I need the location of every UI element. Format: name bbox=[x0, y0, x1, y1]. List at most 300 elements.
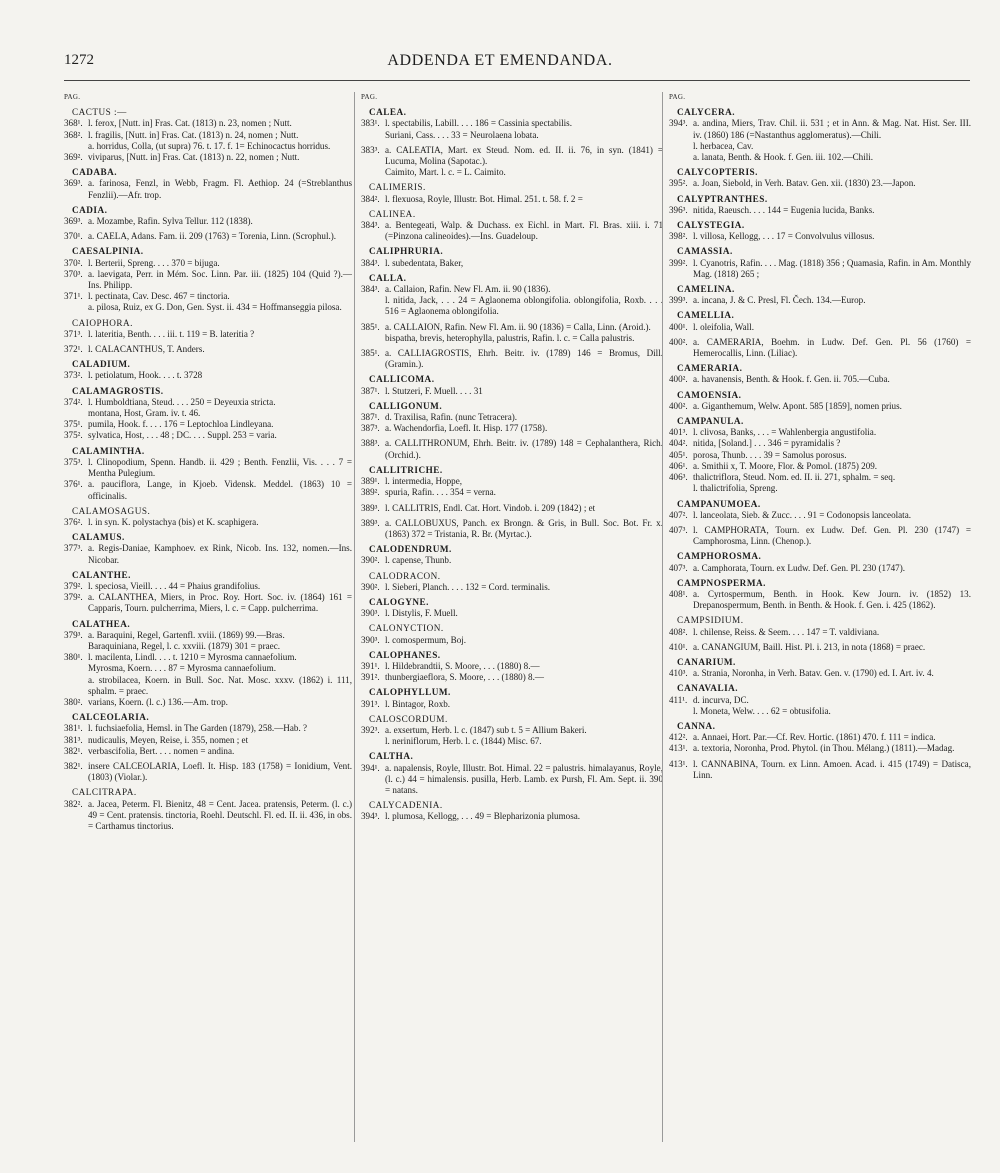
entry-text: a. horridus, Colla, (ut supra) 76. t. 17. f. 1= Echinocactus horridus. bbox=[88, 140, 331, 151]
entry-text: l. lanceolata, Sieb. & Zucc. . . . 91 = Codonopsis lanceolata. bbox=[693, 509, 912, 520]
entry-text: a. farinosa, Fenzl, in Webb, Fragm. Fl. Aethiop. 24 (=Streblanthus Fenzlii).—Afr. trop. bbox=[88, 178, 352, 200]
entry-text: a. havanensis, Benth. & Hook. f. Gen. ii. 705.—Cuba. bbox=[693, 374, 890, 385]
entry-text: a. CALANTHEA, Miers, in Proc. Roy. Hort. Soc. iv. (1864) 161 = Capparis, Tourn. pulcherrima, Miers, l. c. = Capp. pulcherrima. bbox=[88, 592, 352, 614]
entry-text: Caimito, Mart. l. c. = L. Caimito. bbox=[385, 167, 506, 178]
entry-text: a. CALLITHRONUM, Ehrh. Beitr. iv. (1789) 148 = Cephalanthera, Rich. (Orchid.). bbox=[385, 438, 663, 460]
entry-text: l. Cyanotris, Rafin. . . . Mag. (1818) 356 ; Quamasia, Rafin. in Am. Monthly Mag. (1818) 265 ; bbox=[693, 257, 971, 279]
page-reference: 369³. bbox=[64, 216, 83, 227]
genus-heading: CALLICOMA. bbox=[369, 374, 435, 385]
genus-heading: CALONYCTION. bbox=[369, 623, 444, 634]
genus-heading: CALYSTEGIA. bbox=[677, 220, 745, 231]
genus-heading: CALAMOSAGUS. bbox=[72, 505, 151, 516]
page-reference bbox=[64, 663, 86, 674]
index-entry bbox=[361, 811, 663, 822]
index-entry bbox=[669, 450, 971, 461]
page-reference bbox=[64, 675, 86, 697]
entry-text: a. Giganthemum, Welw. Apont. 585 [1859], nomen prius. bbox=[693, 400, 902, 411]
entry-text: bispatha, brevis, heterophylla, palustris, Rafin. l. c. = Calla palustris. bbox=[385, 332, 635, 343]
index-entry bbox=[669, 118, 971, 140]
page-reference: 368². bbox=[64, 129, 83, 140]
entry-text: l. clivosa, Banks, . . . = Wahlenbergia angustifolia. bbox=[693, 427, 877, 438]
entry-text: l. flexuosa, Royle, Illustr. Bot. Himal. 251. t. 58. f. 2 = bbox=[385, 193, 583, 204]
page-reference: 381³. bbox=[64, 734, 83, 745]
entry-text: l. petiolatum, Hook. . . . t. 3728 bbox=[88, 370, 203, 381]
index-entry bbox=[669, 205, 971, 216]
entry-text: l. herbacea, Cav. bbox=[693, 140, 754, 151]
entry-text: a. Joan, Siebold, in Verh. Batav. Gen. xii. (1830) 23.—Japon. bbox=[693, 178, 916, 189]
entry-text: l. Stutzeri, F. Muell. . . . 31 bbox=[385, 385, 483, 396]
page-reference: 399³. bbox=[669, 295, 688, 306]
index-entry bbox=[361, 145, 663, 167]
pag-label: PAG. bbox=[64, 93, 81, 101]
genus-heading: CALTHA. bbox=[369, 751, 414, 762]
entry-text: varians, Koern. (l. c.) 136.—Am. trop. bbox=[88, 696, 228, 707]
entry-text: a. incana, J. & C. Presl, Fl. Čech. 134.—Europ. bbox=[693, 295, 866, 306]
entry-text: a. Mozambe, Rafin. Sylva Tellur. 112 (1838). bbox=[88, 216, 253, 227]
entry-text: sylvatica, Host, . . . 48 ; DC. . . . Suppl. 253 = varia. bbox=[88, 430, 277, 441]
page-reference: 394¹. bbox=[361, 762, 380, 773]
genus-heading: CALLITRICHE. bbox=[369, 464, 443, 475]
index-entry bbox=[64, 697, 352, 708]
index-entry bbox=[64, 457, 352, 479]
page-reference bbox=[64, 641, 86, 652]
page-reference bbox=[361, 167, 383, 178]
genus-heading: CAMOENSIA. bbox=[677, 389, 742, 400]
page-reference: 400¹. bbox=[669, 321, 688, 332]
entry-text: a. Camphorata, Tourn. ex Ludw. Def. Gen. Pl. 230 (1747). bbox=[693, 562, 906, 573]
page-header bbox=[0, 52, 1000, 76]
entry-text: a. Smithii x, T. Moore, Flor. & Pomol. (1875) 209. bbox=[693, 460, 878, 471]
page-reference: 370². bbox=[64, 257, 83, 268]
index-entry bbox=[669, 401, 971, 412]
entry-text: insere CALCEOLARIA, Loefl. It. Hisp. 183 (1758) = Ionidium, Vent. (1803) (Violar.). bbox=[88, 760, 352, 783]
genus-heading: CALLIGONUM. bbox=[369, 400, 443, 411]
genus-heading: CALIPHRURIA. bbox=[369, 246, 444, 257]
page-number: 1272 bbox=[64, 52, 94, 68]
entry-text: l. oleifolia, Wall. bbox=[693, 321, 754, 332]
genus-heading: CAMPANULA. bbox=[677, 416, 744, 427]
index-entry bbox=[64, 329, 352, 340]
index-entry bbox=[64, 258, 352, 269]
pag-label: PAG. bbox=[361, 93, 378, 101]
page-reference bbox=[361, 333, 383, 344]
index-entry bbox=[361, 220, 663, 242]
genus-heading: CANAVALIA. bbox=[677, 683, 739, 694]
entry-text: l. ferox, [Nutt. in] Fras. Cat. (1813) n. 23, nomen ; Nutt. bbox=[88, 118, 292, 129]
page-reference: 387³. bbox=[361, 423, 380, 434]
index-entry bbox=[64, 216, 352, 227]
entry-text: verbascifolia, Bert. . . . nomen = andina. bbox=[88, 745, 235, 756]
page-reference: 391³. bbox=[361, 698, 380, 709]
index-entry bbox=[361, 699, 663, 710]
entry-text: l. nitida, Jack, . . . 24 = Aglaonema oblongifolia. oblongifolia, Roxb. . . . 516 = Aglaonema oblongifolia. bbox=[385, 295, 663, 317]
entry-text: l. CAMPHORATA, Tourn. ex Ludw. Def. Gen. Pl. 230 (1747) = Camphorosma, Linn. (Chenop.). bbox=[693, 524, 971, 547]
index-entry bbox=[361, 284, 663, 295]
index-entry bbox=[64, 419, 352, 430]
index-entry bbox=[669, 258, 971, 280]
page-reference: 408¹. bbox=[669, 588, 688, 599]
page-reference: 405¹. bbox=[669, 449, 688, 460]
index-entry bbox=[669, 525, 971, 547]
index-entry bbox=[361, 487, 663, 498]
genus-heading: CALOPHANES. bbox=[369, 649, 441, 660]
entry-text: a. Wachendorfia, Loefl. It. Hisp. 177 (1758). bbox=[385, 423, 548, 434]
page-reference: 412². bbox=[669, 732, 688, 743]
entry-text: l. Hildebrandtii, S. Moore, . . . (1880) 8.— bbox=[385, 660, 540, 671]
entry-text: l. Bintagor, Roxb. bbox=[385, 698, 451, 709]
entry-text: montana, Host, Gram. iv. t. 46. bbox=[88, 408, 201, 419]
index-entry bbox=[64, 675, 352, 697]
index-entry bbox=[669, 759, 971, 781]
page-reference: 390³. bbox=[361, 608, 380, 619]
page-reference: 389³. bbox=[361, 517, 380, 528]
genus-heading: CALOSCORDUM. bbox=[369, 713, 448, 724]
index-entry bbox=[361, 661, 663, 672]
entry-text: l. Sieberi, Planch. . . . 132 = Cord. terminalis. bbox=[385, 581, 551, 592]
genus-heading: CALODRACON. bbox=[369, 570, 441, 581]
entry-text: a. strobilacea, Koern. in Bull. Soc. Nat. Mosc. xxxv. (1862) i. 111, sphalm. = praec. bbox=[88, 674, 352, 696]
index-entry bbox=[361, 582, 663, 593]
entry-text: l. plumosa, Kellogg, . . . 49 = Blepharizonia plumosa. bbox=[385, 811, 581, 822]
entry-text: a. Bentegeati, Walp. & Duchass. ex Eichl. in Mart. Fl. Bras. xiii. i. 71 (=Pinzona calineoides).—Ins. Guadeloup. bbox=[385, 220, 663, 242]
index-entry bbox=[64, 723, 352, 734]
page-title: ADDENDA ET EMENDANDA. bbox=[387, 52, 613, 69]
page-reference: 404². bbox=[669, 438, 688, 449]
genus-heading: CALOGYNE. bbox=[369, 596, 429, 607]
index-entry bbox=[669, 695, 971, 706]
entry-text: l. speciosa, Vieill. . . . 44 = Phaius grandifolius. bbox=[88, 580, 261, 591]
index-entry bbox=[64, 344, 352, 355]
index-entry bbox=[64, 302, 352, 313]
entry-text: l. fuchsiaefolia, Hemsl. in The Garden (1879), 258.—Hab. ? bbox=[88, 723, 308, 734]
entry-text: l. Berterii, Spreng. . . . 370 = bijuga. bbox=[88, 257, 220, 268]
genus-heading: CALINEA. bbox=[369, 208, 416, 219]
entry-text: l. Humboldtiana, Steud. . . . 250 = Deyeuxia stricta. bbox=[88, 396, 276, 407]
index-entry bbox=[669, 472, 971, 483]
entry-text: nudicaulis, Meyen, Reise, i. 355, nomen ; et bbox=[88, 734, 249, 745]
entry-text: l. CALLITRIS, Endl. Cat. Hort. Vindob. i. 209 (1842) ; et bbox=[385, 502, 596, 513]
index-entry bbox=[669, 295, 971, 306]
page-reference: 394³. bbox=[669, 118, 688, 129]
entry-text: l. intermedia, Hoppe, bbox=[385, 476, 463, 487]
pag-label: PAG. bbox=[669, 93, 686, 101]
genus-heading: CANNA. bbox=[677, 720, 716, 731]
index-entry bbox=[361, 476, 663, 487]
page-reference: 410³. bbox=[669, 668, 688, 679]
page-reference: 399². bbox=[669, 257, 688, 268]
page-reference bbox=[361, 295, 383, 317]
page-reference: 383¹. bbox=[361, 118, 380, 129]
index-entry bbox=[669, 589, 971, 611]
genus-heading: CALAMINTHA. bbox=[72, 445, 145, 456]
entry-text: l. Moneta, Welw. . . . 62 = obtusifolia. bbox=[693, 705, 831, 716]
page-reference: 395². bbox=[669, 178, 688, 189]
genus-heading: CALODENDRUM. bbox=[369, 544, 452, 555]
entry-text: d. incurva, DC. bbox=[693, 694, 749, 705]
genus-heading: CAMELINA. bbox=[677, 284, 735, 295]
entry-text: l. macilenta, Lindl. . . . t. 1210 = Myrosma cannaefolium. bbox=[88, 652, 297, 663]
index-entry bbox=[64, 269, 352, 291]
column-2 bbox=[354, 92, 663, 1142]
index-entry bbox=[669, 706, 971, 717]
index-entry bbox=[64, 641, 352, 652]
page-reference bbox=[361, 130, 383, 141]
genus-heading: CALYCERA. bbox=[677, 107, 736, 118]
page-reference: 379³. bbox=[64, 629, 83, 640]
index-entry bbox=[669, 483, 971, 494]
page-reference: 385¹. bbox=[361, 321, 380, 332]
page-reference: 389². bbox=[361, 487, 380, 498]
entry-text: a. lanata, Benth. & Hook. f. Gen. iii. 102.—Chili. bbox=[693, 152, 874, 163]
genus-heading: CAMPANUMOEA. bbox=[677, 498, 761, 509]
entry-text: porosa, Thunb. . . . 39 = Samolus porosus. bbox=[693, 449, 847, 460]
page-reference: 407³. bbox=[669, 524, 688, 535]
index-entry bbox=[361, 333, 663, 344]
genus-heading: CALOPHYLLUM. bbox=[369, 687, 451, 698]
index-entry bbox=[361, 412, 663, 423]
genus-heading: CALIMERIS. bbox=[369, 182, 426, 193]
entry-text: Myrosma, Koern. . . . 87 = Myrosma cannaefolium. bbox=[88, 663, 276, 674]
entry-text: pumila, Hook. f. . . . 176 = Leptochloa Lindleyana. bbox=[88, 419, 274, 430]
genus-heading: CALYPTRANTHES. bbox=[677, 193, 768, 204]
genus-heading: CAESALPINIA. bbox=[72, 246, 144, 257]
page-reference: 391¹. bbox=[361, 660, 380, 671]
index-entry bbox=[669, 438, 971, 449]
index-entry bbox=[669, 743, 971, 754]
entry-text: a. CAMERARIA, Boehm. in Ludw. Def. Gen. Pl. 56 (1760) = Hemerocallis, Linn. (Liliac). bbox=[693, 336, 971, 359]
page-reference: 406³. bbox=[669, 472, 688, 483]
entry-text: a. CALEATIA, Mart. ex Steud. Nom. ed. II. ii. 76, in syn. (1841) = Lucuma, Molina (Sapotac.). bbox=[385, 144, 663, 167]
entry-text: a. CALLIAGROSTIS, Ehrh. Beitr. iv. (1789) 146 = Bromus, Dill. (Gramin.). bbox=[385, 348, 663, 370]
entry-text: thunbergiaeflora, S. Moore, . . . (1880) 8.— bbox=[385, 672, 544, 683]
page-reference: 368¹. bbox=[64, 118, 83, 129]
index-entry bbox=[361, 130, 663, 141]
index-entry bbox=[361, 763, 663, 797]
index-entry bbox=[64, 130, 352, 141]
entry-text: a. Cyrtospermum, Benth. in Hook. Kew Journ. iv. (1852) 13. Drepanospermum, Benth. in Benth. & Hook. f. Gen. i. 425 (1862). bbox=[693, 588, 971, 611]
index-entry bbox=[361, 348, 663, 370]
page-reference: 380². bbox=[64, 696, 83, 707]
index-entry bbox=[64, 663, 352, 674]
page-reference: 394³. bbox=[361, 811, 380, 822]
page-reference: 384². bbox=[361, 193, 380, 204]
page-reference: 379². bbox=[64, 592, 83, 603]
index-entry bbox=[361, 167, 663, 178]
index-entry bbox=[361, 322, 663, 333]
page-reference: 377³. bbox=[64, 543, 83, 554]
genus-heading: CAMPHOROSMA. bbox=[677, 551, 762, 562]
genus-heading: CALCITRAPA. bbox=[72, 787, 137, 798]
page-reference: 391². bbox=[361, 672, 380, 683]
entry-text: a. exsertum, Herb. l. c. (1847) sub t. 5 = Allium Bakeri. bbox=[385, 724, 587, 735]
entry-text: spuria, Rafin. . . . 354 = verna. bbox=[385, 487, 496, 498]
page-reference: 407². bbox=[669, 509, 688, 520]
index-entry bbox=[361, 258, 663, 269]
genus-heading: CALCEOLARIA. bbox=[72, 712, 150, 723]
entry-text: Suriani, Cass. . . . 33 = Neurolaena lobata. bbox=[385, 129, 539, 140]
page-reference: 410¹. bbox=[669, 641, 688, 652]
entry-text: a. Annaei, Hort. Par.—Cf. Rev. Hortic. (1861) 470. f. 111 = indica. bbox=[693, 732, 936, 743]
entry-text: a. Strania, Noronha, in Verh. Batav. Gen. v. (1790) ed. I. Art. iv. 4. bbox=[693, 668, 934, 679]
entry-text: l. CALACANTHUS, T. Anders. bbox=[88, 344, 205, 355]
page-reference bbox=[64, 141, 86, 152]
page-reference: 407³. bbox=[669, 562, 688, 573]
index-entry bbox=[361, 438, 663, 460]
page-reference: 406¹. bbox=[669, 460, 688, 471]
index-entry bbox=[64, 178, 352, 200]
index-entry bbox=[361, 608, 663, 619]
index-entry bbox=[361, 423, 663, 434]
page-reference: 369². bbox=[64, 152, 83, 163]
page-reference: 396³. bbox=[669, 204, 688, 215]
index-entry bbox=[64, 746, 352, 757]
page-reference bbox=[669, 141, 691, 152]
page-reference: 370¹. bbox=[64, 231, 83, 242]
genus-heading: CAMASSIA. bbox=[677, 246, 733, 257]
genus-heading: CAMPSIDIUM. bbox=[677, 615, 744, 626]
page-reference: 385¹. bbox=[361, 348, 380, 359]
entry-text: nitida, [Soland.] . . . 346 = pyramidalis ? bbox=[693, 438, 841, 449]
entry-text: a. Baraquini, Regel, Gartenfl. xviii. (1869) 99.—Bras. bbox=[88, 629, 285, 640]
genus-heading: CAMELLIA. bbox=[677, 310, 735, 321]
genus-heading: CAIOPHORA. bbox=[72, 317, 133, 328]
index-entry bbox=[64, 592, 352, 614]
entry-text: l. in syn. K. polystachya (bis) et K. scaphigera. bbox=[88, 516, 259, 527]
page-reference: 375¹. bbox=[64, 419, 83, 430]
entry-text: Baraquiniana, Regel, l. c. xxviii. (1879) 301 = praec. bbox=[88, 640, 280, 651]
entry-text: l. capense, Thunb. bbox=[385, 555, 452, 566]
index-entry bbox=[64, 152, 352, 163]
index-entry bbox=[64, 581, 352, 592]
genus-heading: CALATHEA. bbox=[72, 618, 131, 629]
entry-text: nitida, Raeusch. . . . 144 = Eugenia lucida, Banks. bbox=[693, 204, 875, 215]
index-entry bbox=[669, 337, 971, 359]
index-entry bbox=[361, 295, 663, 317]
column-1 bbox=[64, 92, 352, 832]
index-entry bbox=[361, 386, 663, 397]
index-entry bbox=[669, 322, 971, 333]
entry-text: l. lateritia, Benth. . . . iii. t. 119 = B. lateritia ? bbox=[88, 328, 255, 339]
entry-text: a. CALLAION, Rafin. New Fl. Am. ii. 90 (1836) = Calla, Linn. (Aroid.). bbox=[385, 321, 651, 332]
index-entry bbox=[64, 231, 352, 242]
index-entry bbox=[669, 461, 971, 472]
index-entry bbox=[361, 118, 663, 129]
index-entry bbox=[64, 291, 352, 302]
index-entry bbox=[64, 652, 352, 663]
column-3 bbox=[662, 92, 971, 1142]
page-reference: 398². bbox=[669, 231, 688, 242]
genus-heading: CALAMUS. bbox=[72, 532, 125, 543]
page-reference bbox=[64, 408, 86, 419]
index-entry bbox=[64, 479, 352, 501]
entry-text: l. subedentata, Baker, bbox=[385, 257, 464, 268]
genus-heading: CALANTHE. bbox=[72, 569, 131, 580]
entry-text: l. neriniflorum, Herb. l. c. (1844) Misc. 67. bbox=[385, 736, 542, 747]
entry-text: l. Distylis, F. Muell. bbox=[385, 608, 458, 619]
text-columns bbox=[64, 92, 970, 1142]
entry-text: a. laevigata, Perr. in Mém. Soc. Linn. Par. iii. (1825) 104 (Quid ?).—Ins. Philipp. bbox=[88, 268, 352, 291]
index-entry bbox=[669, 152, 971, 163]
entry-text: a. CALLOBUXUS, Panch. ex Brongn. & Gris, in Bull. Soc. Bot. Fr. x. (1863) 372 = Tristania, R. Br. (Myrtac.). bbox=[385, 517, 663, 539]
page-reference: 387¹. bbox=[361, 412, 380, 423]
entry-text: a. textoria, Noronha, Prod. Phytol. (in Thou. Mélang.) (1811).—Madag. bbox=[693, 743, 955, 754]
entry-text: a. napalensis, Royle, Illustr. Bot. Himal. 22 = palustris. himalayanus, Royle, (l. c.) 44 = himalensis. pusilla, Herb. Lamb. ex Pursh, Fl. Am. Sept. ii. 390 = natans. bbox=[385, 762, 663, 795]
page-reference: 376¹. bbox=[64, 479, 83, 490]
page-reference: 376². bbox=[64, 516, 83, 527]
index-entry bbox=[669, 178, 971, 189]
entry-text: l. spectabilis, Labill. . . . 186 = Cassinia spectabilis. bbox=[385, 118, 572, 129]
page-reference: 413¹. bbox=[669, 743, 688, 754]
genus-heading: CACTUS :— bbox=[72, 107, 127, 118]
index-entry bbox=[64, 430, 352, 441]
index-entry bbox=[64, 118, 352, 129]
page-reference: 400². bbox=[669, 400, 688, 411]
page-reference: 387¹. bbox=[361, 385, 380, 396]
index-entry bbox=[64, 543, 352, 565]
entry-text: viviparus, [Nutt. in] Fras. Cat. (1813) n. 22, nomen ; Nutt. bbox=[88, 152, 300, 163]
page-reference: 379². bbox=[64, 580, 83, 591]
index-entry bbox=[361, 672, 663, 683]
genus-heading: CAMPNOSPERMA. bbox=[677, 577, 766, 588]
index-entry bbox=[64, 397, 352, 408]
entry-text: a. CAELA, Adans. Fam. ii. 209 (1763) = Torenia, Linn. (Scrophul.). bbox=[88, 231, 337, 242]
page-reference: 384³. bbox=[361, 284, 380, 295]
entry-text: l. thalictrifolia, Spreng. bbox=[693, 483, 778, 494]
page-reference: 369³. bbox=[64, 178, 83, 189]
entry-text: l. pectinata, Cav. Desc. 467 = tinctoria. bbox=[88, 291, 230, 302]
index-entry bbox=[64, 630, 352, 641]
index-entry bbox=[64, 141, 352, 152]
entry-text: a. andina, Miers, Trav. Chil. ii. 531 ; et in Ann. & Mag. Nat. Hist. Ser. III. iv. (1860) 186 (=Nastanthus agglomeratus).—Chili. bbox=[693, 118, 971, 140]
page-reference: 401³. bbox=[669, 427, 688, 438]
page-reference: 389¹. bbox=[361, 476, 380, 487]
entry-text: l. chilense, Reiss. & Seem. . . . 147 = T. valdiviana. bbox=[693, 626, 880, 637]
index-entry bbox=[669, 668, 971, 679]
genus-heading: CALYCADENIA. bbox=[369, 800, 443, 811]
genus-heading: CALEA. bbox=[369, 107, 407, 118]
index-entry bbox=[669, 642, 971, 653]
page-reference: 413¹. bbox=[669, 758, 688, 769]
index-entry bbox=[64, 517, 352, 528]
page-reference: 373². bbox=[64, 370, 83, 381]
index-entry bbox=[669, 563, 971, 574]
page-reference: 408². bbox=[669, 626, 688, 637]
page-reference: 390². bbox=[361, 555, 380, 566]
index-entry bbox=[64, 799, 352, 833]
page-reference: 411¹. bbox=[669, 694, 688, 705]
index-entry bbox=[669, 374, 971, 385]
genus-heading: CANARIUM. bbox=[677, 656, 736, 667]
page-reference bbox=[669, 152, 691, 163]
genus-heading: CALAMAGROSTIS. bbox=[72, 385, 164, 396]
page-reference: 375². bbox=[64, 430, 83, 441]
genus-heading: CALLA. bbox=[369, 272, 407, 283]
page-reference: 371³. bbox=[64, 328, 83, 339]
index-entry bbox=[669, 427, 971, 438]
page-reference: 400². bbox=[669, 374, 688, 385]
entry-text: l. CANNABINA, Tourn. ex Linn. Amoen. Acad. i. 415 (1749) = Datisca, Linn. bbox=[693, 758, 971, 780]
page-reference: 392³. bbox=[361, 724, 380, 735]
page-reference: 384³. bbox=[361, 257, 380, 268]
genus-heading: CADIA. bbox=[72, 204, 108, 215]
page-reference: 389³. bbox=[361, 502, 380, 513]
page-reference: 372¹. bbox=[64, 344, 83, 355]
index-entry bbox=[64, 408, 352, 419]
entry-text: l. comospermum, Boj. bbox=[385, 634, 467, 645]
page-reference: 382¹. bbox=[64, 745, 83, 756]
page-reference bbox=[669, 483, 691, 494]
page-reference: 390². bbox=[361, 581, 380, 592]
